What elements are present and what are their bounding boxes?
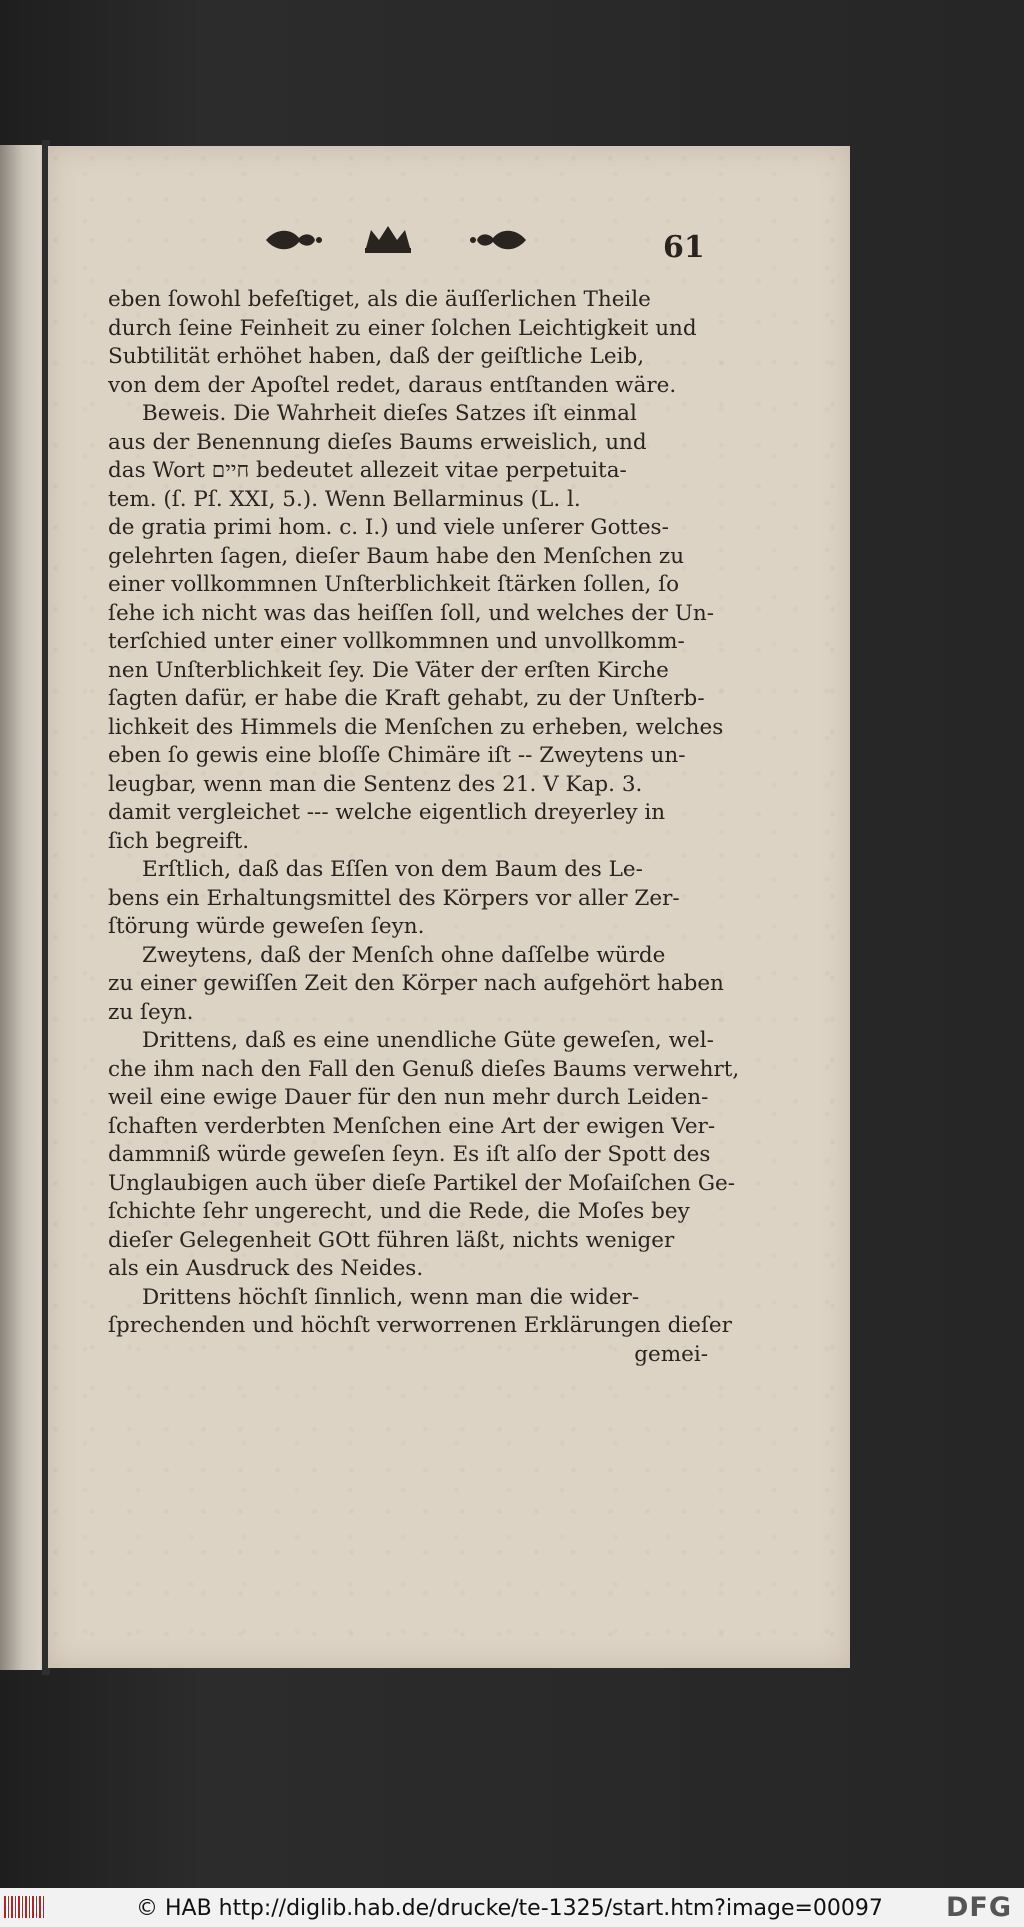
text-line: das Wort חיים bedeutet allezeit vitae perpetuita-	[108, 458, 627, 483]
text-line: ſehe ich nicht was das heiſſen ſoll, und welches der Un-	[108, 600, 714, 626]
text-line: durch ſeine Feinheit zu einer ſolchen Leichtigkeit und	[108, 315, 697, 341]
text-line: Drittens höchſt ſinnlich, wenn man die wider-	[142, 1284, 640, 1310]
text-line: tem. (ſ. Pſ. XXI, 5.). Wenn Bellarminus (L. l.	[108, 486, 581, 512]
book-page	[48, 146, 850, 1668]
header-ornament-icon	[261, 220, 531, 260]
text-line: weil eine ewige Dauer für den nun mehr durch Leiden-	[108, 1085, 709, 1110]
text-line: zu ſeyn.	[108, 999, 194, 1025]
text-line: Erſtlich, daß das Eſſen von dem Baum des Le-	[142, 857, 643, 882]
text-line: nen Unſterblichkeit ſey. Die Väter der erſten Kirche	[108, 657, 669, 683]
page-number: 61	[663, 230, 705, 265]
text-line: bens ein Erhaltungsmittel des Körpers vor aller Zer-	[108, 885, 680, 911]
dfg-logo: DFG	[945, 1892, 1012, 1923]
text-line: dieſer Gelegenheit GOtt führen läßt, nichts weniger	[108, 1227, 675, 1253]
text-line: ſagten dafür, er habe die Kraft gehabt, zu der Unſterb-	[108, 686, 705, 711]
text-line: ſtörung würde geweſen ſeyn.	[108, 914, 425, 939]
text-line: aus der Benennung dieſes Baums erweislich, und	[108, 429, 647, 455]
text-line: von dem der Apoſtel redet, daraus entſtanden wäre.	[108, 372, 677, 398]
text-line: Zweytens, daß der Menſch ohne daſſelbe würde	[142, 942, 666, 968]
text-line: eben ſowohl befeſtiget, als die äuſſerlichen Theile	[108, 287, 651, 312]
text-line: Drittens, daß es eine unendliche Güte geweſen, wel-	[142, 1028, 714, 1053]
text-line: lichkeit des Himmels die Menſchen zu erheben, welches	[108, 714, 724, 740]
text-line: Subtilität erhöhet haben, daß der geiſtliche Leib,	[108, 344, 645, 369]
text-line: dammniß würde geweſen ſeyn. Es iſt alſo der Spott des	[108, 1142, 711, 1167]
text-line: zu einer gewiſſen Zeit den Körper nach aufgehört haben	[108, 971, 724, 996]
text-line: ſprechenden und höchſt verworrenen Erklärungen dieſer	[108, 1313, 732, 1338]
text-line: als ein Ausdruck des Neides.	[108, 1256, 424, 1281]
text-line: che ihm nach den Fall den Genuß dieſes Baums verwehrt,	[108, 1056, 740, 1082]
body-text	[108, 286, 748, 1369]
footer-bar	[0, 1888, 1024, 1927]
text-line: eben ſo gewis eine bloſſe Chimäre iſt -- Zweytens un-	[108, 743, 686, 768]
text-line: de gratia primi hom. c. I.) und viele unſerer Gottes-	[108, 515, 669, 540]
text-line: Beweis. Die Wahrheit dieſes Satzes iſt einmal	[142, 401, 637, 426]
text-line: gelehrten ſagen, dieſer Baum habe den Menſchen zu	[108, 543, 685, 569]
text-line: einer vollkommnen Unſterblichkeit ſtärken ſollen, ſo	[108, 572, 680, 597]
text-line: terſchied unter einer vollkommnen und unvollkomm-	[108, 629, 685, 654]
text-line: ſich begreift.	[108, 828, 250, 854]
source-credit: © HAB http://diglib.hab.de/drucke/te-1325/start.htm?image=00097	[136, 1896, 883, 1921]
library-barcode-icon	[4, 1896, 44, 1918]
text-line: Unglaubigen auch über dieſe Partikel der Moſaiſchen Ge-	[108, 1170, 735, 1196]
text-line: damit vergleichet --- welche eigentlich dreyerley in	[108, 800, 666, 825]
text-line: ſchichte ſehr ungerecht, und die Rede, die Moſes bey	[108, 1199, 690, 1224]
text-line: leugbar, wenn man die Sentenz des 21. V Kap. 3.	[108, 771, 643, 797]
catchword: gemei-	[634, 1341, 708, 1367]
text-line: ſchaften verderbten Menſchen eine Art der ewigen Ver-	[108, 1113, 716, 1139]
